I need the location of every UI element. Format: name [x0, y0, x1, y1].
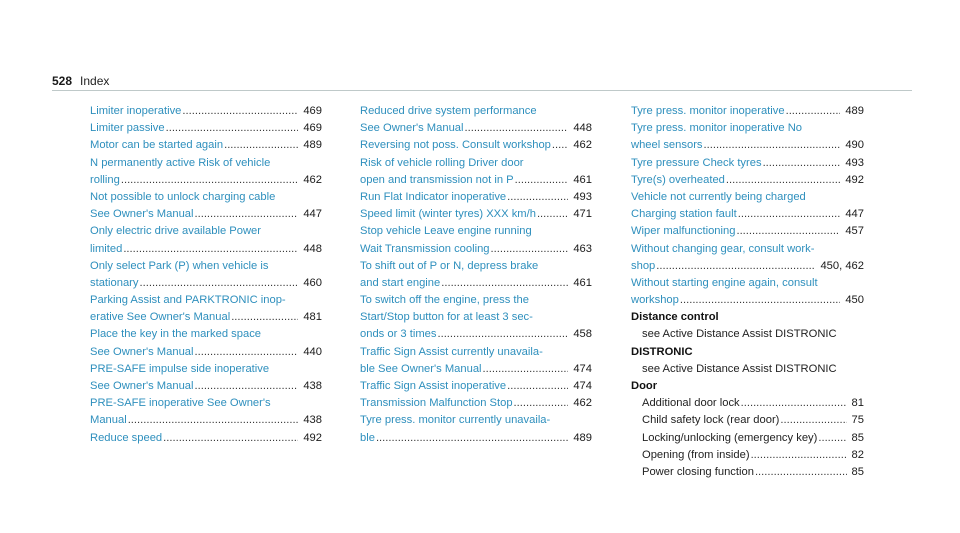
page-reference[interactable]: 85	[851, 431, 864, 444]
index-entry-line	[631, 120, 864, 137]
page-reference[interactable]: 492	[845, 173, 864, 186]
dot-leader	[121, 172, 298, 189]
index-entry-link[interactable]: Speed limit (winter tyres) XXX km/h	[360, 208, 536, 221]
index-entry-line	[631, 155, 864, 172]
see-reference: see Active Distance Assist DISTRONIC	[642, 362, 837, 375]
dot-leader	[726, 172, 840, 189]
dot-leader	[163, 430, 298, 447]
index-entry-line	[631, 206, 864, 223]
page-reference[interactable]: 489	[573, 431, 592, 444]
index-subentry	[631, 447, 864, 464]
index-entry-line	[90, 103, 322, 120]
dot-leader	[123, 241, 298, 258]
dot-leader	[140, 275, 299, 292]
page-reference[interactable]: 82	[851, 448, 864, 461]
index-entry-line	[360, 378, 592, 395]
index-subentry	[631, 395, 864, 412]
index-entry-line	[360, 155, 592, 172]
index-entry-link[interactable]: Tyre(s) overheated	[631, 173, 725, 186]
dot-leader	[507, 189, 568, 206]
index-entry-link[interactable]: Charging station fault	[631, 208, 737, 221]
page-reference[interactable]: 450	[845, 294, 864, 307]
index-entry-line	[360, 412, 592, 429]
index-entry-link[interactable]: shop	[631, 259, 656, 272]
dot-leader	[751, 447, 847, 464]
index-entry-link[interactable]: Reversing not poss. Consult workshop	[360, 139, 551, 152]
page-reference[interactable]: 448	[573, 122, 592, 135]
index-entry-link[interactable]: Limiter passive	[90, 122, 165, 135]
page-reference[interactable]: 474	[573, 362, 592, 375]
dot-leader	[704, 137, 841, 154]
index-entry-link[interactable]: PRE-SAFE impulse side inoperative	[90, 362, 270, 375]
index-entry-link[interactable]: Only electric drive available Power	[90, 225, 261, 238]
index-entry-line	[631, 189, 864, 206]
index-entry-line	[90, 292, 322, 309]
index-entry-link[interactable]: Not possible to unlock charging cable	[90, 190, 276, 203]
page-reference[interactable]: 438	[303, 414, 322, 427]
index-entry-link[interactable]: stationary	[90, 276, 139, 289]
dot-leader	[166, 120, 299, 137]
index-entry-link[interactable]: open and transmission not in P	[360, 173, 514, 186]
header-divider	[52, 90, 912, 91]
page-reference[interactable]: 85	[851, 465, 864, 478]
page-reference[interactable]: 448	[303, 242, 322, 255]
dot-leader	[552, 137, 568, 154]
index-entry-line	[90, 344, 322, 361]
index-entry-line	[360, 395, 592, 412]
index-entry-line	[90, 241, 322, 258]
index-entry-link[interactable]: Motor can be started again	[90, 139, 224, 152]
dot-leader	[437, 326, 568, 343]
index-subentry	[631, 412, 864, 429]
index-term: DISTRONIC	[631, 345, 693, 358]
dot-leader	[491, 241, 569, 258]
page-reference[interactable]: 469	[303, 122, 322, 135]
index-entry-line	[90, 189, 322, 206]
page-reference[interactable]: 75	[851, 414, 864, 427]
index-entry-link[interactable]: Tyre press. monitor currently unavaila-	[360, 414, 551, 427]
index-entry-link[interactable]: PRE-SAFE inoperative See Owner's	[90, 397, 271, 410]
dot-leader	[763, 155, 841, 172]
page-reference[interactable]: 493	[573, 190, 592, 203]
page-reference[interactable]: 489	[303, 139, 322, 152]
index-entry-line	[90, 361, 322, 378]
index-entry-link[interactable]: Tyre pressure Check tyres	[631, 156, 762, 169]
index-entry-line	[90, 309, 322, 326]
index-entry-line	[360, 223, 592, 240]
section-title: Index	[80, 74, 110, 88]
index-entry-line	[360, 241, 592, 258]
index-entry-line	[360, 344, 592, 361]
page-reference[interactable]: 458	[573, 328, 592, 341]
index-subentry	[631, 464, 864, 481]
index-entry-line	[360, 326, 592, 343]
index-entry-link[interactable]: rolling	[90, 173, 120, 186]
index-entry-link[interactable]: Tyre press. monitor inoperative	[631, 105, 785, 117]
dot-leader	[738, 206, 841, 223]
dot-leader	[376, 430, 568, 447]
dot-leader	[195, 344, 299, 361]
index-entry-link[interactable]: Place the key in the marked space	[90, 328, 262, 341]
dot-leader	[514, 395, 569, 412]
index-entry-line	[90, 412, 322, 429]
index-entry-link[interactable]: Transmission Malfunction Stop	[360, 397, 513, 410]
dot-leader	[741, 395, 847, 412]
index-entry-link[interactable]: Traffic Sign Assist currently unavaila-	[360, 345, 543, 358]
index-entry-line	[90, 155, 322, 172]
index-entry-line	[360, 189, 592, 206]
page-reference[interactable]: 493	[845, 156, 864, 169]
index-entry-link[interactable]: Start/Stop button for at least 3 sec-	[360, 311, 533, 324]
index-entry-link[interactable]: Reduce speed	[90, 431, 163, 444]
page-reference[interactable]: 438	[303, 380, 322, 392]
dot-leader	[195, 206, 299, 223]
page-reference[interactable]: 463	[573, 242, 592, 255]
index-entry-line	[90, 223, 322, 240]
index-entry-link[interactable]: Limiter inoperative	[90, 105, 182, 117]
page-reference[interactable]: 489	[845, 105, 864, 117]
index-term: Distance control	[631, 311, 719, 324]
index-entry-link[interactable]: erative See Owner's Manual	[90, 311, 231, 324]
index-entry-link[interactable]: Traffic Sign Assist inoperative	[360, 380, 507, 392]
index-entry-link[interactable]: Parking Assist and PARKTRONIC inop-	[90, 294, 286, 307]
index-entry-link[interactable]: and start engine	[360, 276, 441, 289]
index-entry-link[interactable]: Stop vehicle Leave engine running	[360, 225, 532, 238]
see-reference: see Active Distance Assist DISTRONIC	[642, 328, 837, 341]
index-term: Door	[631, 380, 658, 392]
index-entry-link[interactable]: N permanently active Risk of vehicle	[90, 156, 271, 169]
index-entry-line	[90, 137, 322, 154]
index-entry-line	[631, 172, 864, 189]
index-entry-line	[360, 430, 592, 447]
index-entry-line	[631, 241, 864, 258]
index-entry-link[interactable]: See Owner's Manual	[90, 345, 194, 358]
index-entry-link[interactable]: Risk of vehicle rolling Driver door	[360, 156, 524, 169]
index-entry-link[interactable]: Vehicle not currently being charged	[631, 190, 806, 203]
index-entry-line	[631, 258, 864, 275]
index-entry-link[interactable]: workshop	[631, 294, 679, 307]
dot-leader	[780, 412, 846, 429]
dot-leader	[231, 309, 298, 326]
page-reference[interactable]: 447	[845, 208, 864, 221]
index-entry-line	[360, 275, 592, 292]
index-entry-line	[90, 430, 322, 447]
page-reference[interactable]: 462	[573, 139, 592, 152]
index-entry-link[interactable]: Manual	[90, 414, 127, 427]
page-reference[interactable]: 461	[573, 276, 592, 289]
subentry-label: Locking/unlocking (emergency key)	[642, 431, 818, 444]
index-entry-line	[90, 378, 322, 395]
index-entry-line	[360, 120, 592, 137]
dot-leader	[786, 103, 841, 120]
subentry-label: Additional door lock	[642, 397, 740, 410]
subentry-label: Child safety lock (rear door)	[642, 414, 780, 427]
index-entry-line	[360, 309, 592, 326]
index-entry-line	[90, 172, 322, 189]
index-column-3	[631, 103, 864, 481]
index-subentry	[631, 430, 864, 447]
dot-leader	[755, 464, 847, 481]
page-reference[interactable]: 461	[573, 173, 592, 186]
page-reference[interactable]: 450, 462	[820, 259, 864, 272]
page-reference[interactable]: 471	[573, 208, 592, 221]
dot-leader	[507, 378, 568, 395]
page-reference[interactable]: 447	[303, 208, 322, 221]
index-entry-link[interactable]: limited	[90, 242, 123, 255]
index-entry-link[interactable]: To switch off the engine, press the	[360, 294, 529, 307]
index-entry-link[interactable]: Reduced drive system performance	[360, 105, 537, 117]
dot-leader	[224, 137, 298, 154]
index-entry-line	[90, 206, 322, 223]
index-entry-line	[631, 223, 864, 240]
index-entry-line	[631, 275, 864, 292]
index-entry-link[interactable]: Tyre press. monitor inoperative No	[631, 122, 802, 135]
index-entry-link[interactable]: See Owner's Manual	[360, 122, 464, 135]
dot-leader	[483, 361, 569, 378]
index-entry-line	[360, 172, 592, 189]
dot-leader	[537, 206, 568, 223]
index-entry-link[interactable]: ble	[360, 431, 375, 444]
index-entry-line	[90, 275, 322, 292]
index-entry-line	[90, 326, 322, 343]
subentry-label: Power closing function	[642, 465, 754, 478]
page-reference[interactable]: 457	[845, 225, 864, 238]
index-entry-line	[90, 258, 322, 275]
dot-leader	[128, 412, 299, 429]
page-reference[interactable]: 474	[573, 380, 592, 392]
page-reference[interactable]: 492	[303, 431, 322, 444]
index-entry-link[interactable]: wheel sensors	[631, 139, 703, 152]
index-entry-line	[360, 258, 592, 275]
index-entry-link[interactable]: Without starting engine again, consult	[631, 276, 818, 289]
dot-leader	[680, 292, 840, 309]
index-entry-link[interactable]: Without changing gear, consult work-	[631, 242, 815, 255]
page-reference[interactable]: 462	[303, 173, 322, 186]
dot-leader	[465, 120, 569, 137]
index-column-2	[360, 103, 592, 447]
page-reference[interactable]: 440	[303, 345, 322, 358]
page-reference[interactable]: 462	[573, 397, 592, 410]
dot-leader	[656, 258, 815, 275]
index-entry-link[interactable]: onds or 3 times	[360, 328, 437, 341]
page-reference[interactable]: 469	[303, 105, 322, 117]
subentry-label: Opening (from inside)	[642, 448, 750, 461]
dot-leader	[182, 103, 298, 120]
page-number: 528	[52, 74, 73, 88]
index-column-1	[90, 103, 322, 447]
index-entry-line	[360, 292, 592, 309]
index-entry-link[interactable]: Wait Transmission cooling	[360, 242, 490, 255]
page-reference[interactable]: 460	[303, 276, 322, 289]
dot-leader	[515, 172, 569, 189]
page-reference[interactable]: 81	[851, 397, 864, 410]
index-entry-link[interactable]: To shift out of P or N, depress brake	[360, 259, 539, 272]
index-entry-link[interactable]: See Owner's Manual	[90, 380, 194, 392]
dot-leader	[818, 430, 846, 447]
index-entry-line	[360, 206, 592, 223]
index-entry-line	[360, 137, 592, 154]
index-entry-line	[631, 103, 864, 120]
index-entry-link[interactable]: Only select Park (P) when vehicle is	[90, 259, 269, 272]
index-entry-link[interactable]: See Owner's Manual	[90, 208, 194, 221]
page-reference[interactable]: 481	[303, 311, 322, 324]
index-entry-line	[360, 361, 592, 378]
index-entry-link[interactable]: Wiper malfunctioning	[631, 225, 736, 238]
index-entry-line	[90, 395, 322, 412]
dot-leader	[195, 378, 299, 395]
page-reference[interactable]: 490	[845, 139, 864, 152]
index-entry-line	[90, 120, 322, 137]
dot-leader	[736, 223, 840, 240]
index-entry-line	[631, 292, 864, 309]
index-entry-line	[360, 103, 592, 120]
index-entry-link[interactable]: Run Flat Indicator inoperative	[360, 190, 507, 203]
dot-leader	[441, 275, 568, 292]
index-entry-line	[631, 137, 864, 154]
index-entry-link[interactable]: ble See Owner's Manual	[360, 362, 482, 375]
page-header	[52, 74, 109, 88]
